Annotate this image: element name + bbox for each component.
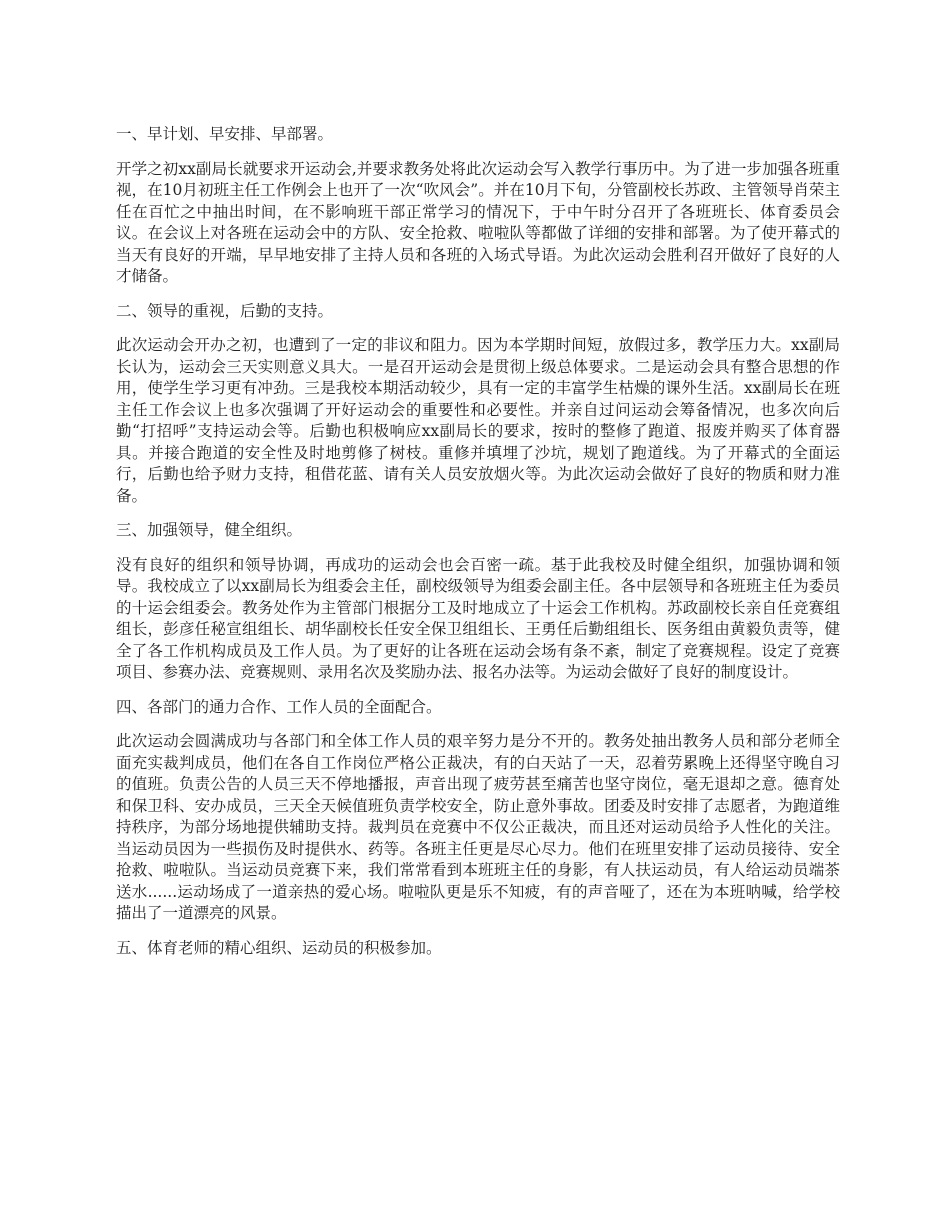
section-heading-2: 二、领导的重视，后勤的支持。 bbox=[116, 301, 334, 320]
section-heading-1: 一、早计划、早安排、早部署。 bbox=[116, 125, 334, 143]
section-heading-5: 五、体育老师的精心组织、运动员的积极参加。 bbox=[116, 938, 442, 957]
section-body-4: 此次运动会圆满成功与各部门和全体工作人员的艰辛努力是分不开的。教务处抽出教务人员和部分老师全面充实裁判成员，他们在各自工作岗位严格公正裁决，有的白天站了一天，忍着劳累晚上还得坚守晚自习的值班。负责公告的人员三天不停地播报，声音出现了疲劳甚至痛苦也坚守岗位，毫无退却之意。德育处和保卫科、安办成员，三天全天候值班负责学校安全，防止意外事故。团委及时安排了志愿者，为跑道维持秩序，为部分场地提供辅助支持。裁判员在竞赛中不仅公正裁决，而且还对运动员给予人性化的关注。当运动员因为一些损伤及时提供水、药等。各班主任更是尽心尽力。他们在班里安排了运动员接待、安全抢救、啦啦队。当运动员竞赛下来，我们常常看到本班班主任的身影，有人扶运动员，有人给运动员端茶送水......运动场成了一道亲热的爱心场。啦啦队更是乐不知疲，有的声音哑了，还在为本班呐喊，给学校描出了一道漂亮的风景。 bbox=[116, 732, 840, 922]
section-body-2: 此次运动会开办之初，也遭到了一定的非议和阻力。因为本学期时间短，放假过多，教学压力大。xx副局长认为，运动会三天实则意义具大。一是召开运动会是贯彻上级总体要求。二是运动会具有整合思想的作用，使学生学习更有冲劲。三是我校本期活动较少，具有一定的丰富学生枯燥的课外生活。xx副局长在班主任工作会议上也多次强调了开好运动会的重要性和必要性。并亲自过问运动会筹备情况，也多次向后勤“打招呼”支持运动会等。后勤也积极响应xx副局长的要求，按时的整修了跑道、报废并购买了体育器具。并接合跑道的安全性及时地剪修了树枝。重修并填埋了沙坑，规划了跑道线。为了开幕式的全面运行，后勤也给予财力支持，租借花蓝、请有关人员安放烟火等。为此次运动会做好了良好的物质和财力准备。 bbox=[116, 336, 840, 505]
section-heading-4: 四、各部门的通力合作、工作人员的全面配合。 bbox=[116, 697, 442, 716]
section-heading-3: 三、加强领导，健全组织。 bbox=[116, 521, 303, 539]
section-body-1: 开学之初xx副局长就要求开运动会,并要求教务处将此次运动会写入教学行事历中。为了进一步加强各班重视，在10月初班主任工作例会上也开了一次“吹风会”。并在10月下旬，分管副校长苏政、主管领导肖荣主任在百忙之中抽出时间，在不影响班干部正常学习的情况下，于中午时分召开了各班班长、体育委员会议。在会议上对各班在运动会中的方队、安全抢救、啦啦队等都做了详细的安排和部署。为了使开幕式的当天有良好的开端，早早地安排了主持人员和各班的入场式导语。为此次运动会胜利召开做好了良好的人才储备。 bbox=[116, 159, 840, 285]
section-body-3: 没有良好的组织和领导协调，再成功的运动会也会百密一疏。基于此我校及时健全组织，加强协调和领导。我校成立了以xx副局长为组委会主任，副校级领导为组委会副主任。各中层领导和各班班主任为委员的十运会组委会。教务处作为主管部门根据分工及时地成立了十运会工作机构。苏政副校长亲自任竞赛组组长，彭彦任秘宣组组长、胡华副校长任安全保卫组组长、王勇任后勤组组长、医务组由黄毅负责等，健全了各工作机构成员及工作人员。为了更好的让各班在运动会场有条不紊，制定了竞赛规程。设定了竞赛项目、参赛办法、竞赛规则、录用名次及奖励办法、报名办法等。为运动会做好了良好的制度设计。 bbox=[116, 555, 840, 681]
document-page bbox=[116, 124, 840, 972]
